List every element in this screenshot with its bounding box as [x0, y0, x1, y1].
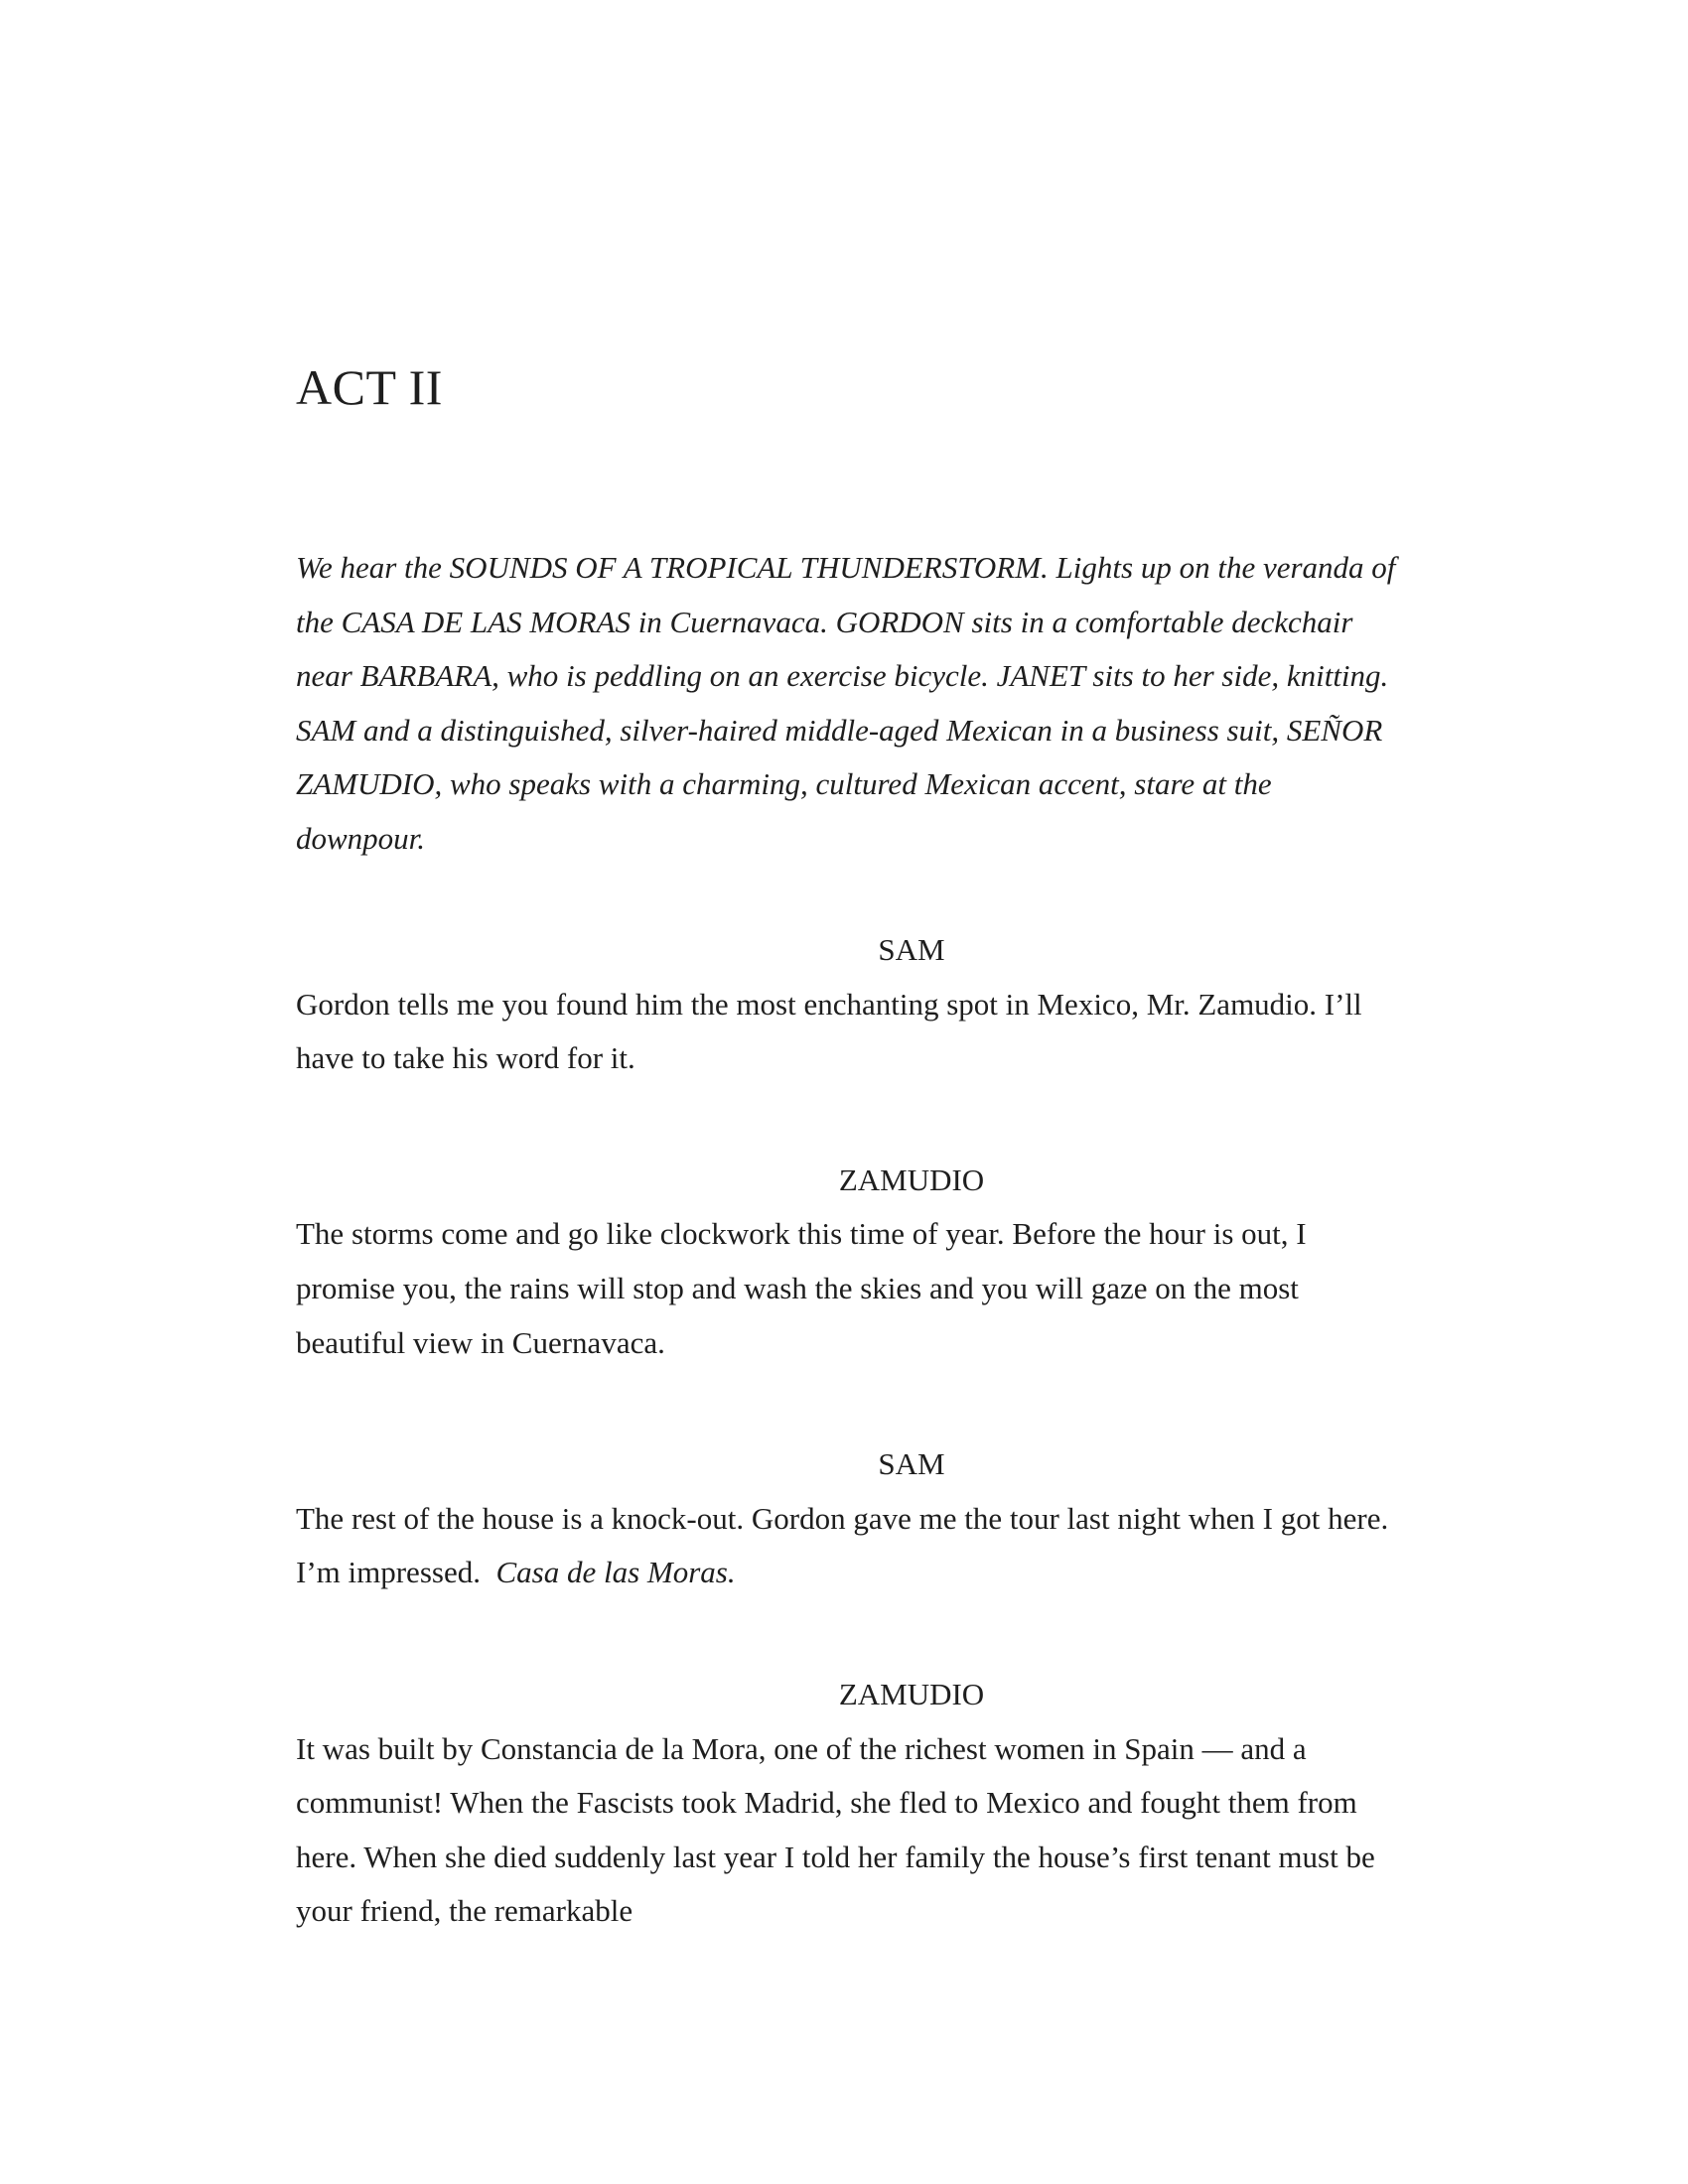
script-body [296, 923, 1408, 2006]
speech-sam-1 [296, 923, 1408, 1086]
dialogue-line: It was built by Constancia de la Mora, one of the richest women in Spain — and a communist! When the Fascists took Madrid, she fled to Mexico and fought them from here. When she died suddenly last year I told her family the house’s first tenant must be your friend, the remarkable [296, 1730, 1375, 1929]
dialogue-line: The rest of the house is a knock-out. Gordon gave me the tour last night when I got here. I’m impressed. [296, 1500, 1389, 1590]
dialogue-text [296, 1207, 1408, 1370]
character-name: SAM [878, 1446, 945, 1482]
dialogue-line: Gordon tells me you found him the most enchanting spot in Mexico, Mr. Zamudio. I’ll have to take his word for it. [296, 986, 1362, 1076]
character-name: ZAMUDIO [838, 1161, 985, 1197]
speech-sam-2 [296, 1437, 1408, 1600]
stage-direction: We hear the SOUNDS OF A TROPICAL THUNDERSTORM. Lights up on the veranda of the CASA DE LAS MORAS in Cuernavaca. GORDON sits in a comfortable deckchair near BARBARA, who is peddling on an exercise bicycle. JANET sits to her side, knitting. SAM and a distinguished, silver-haired middle-aged Mexican in a business suit, SEÑOR ZAMUDIO, who speaks with a charming, cultured Mexican accent, stare at the downpour. [296, 550, 1396, 856]
dialogue-text [296, 1492, 1408, 1600]
dialogue-aside: Casa de las Moras. [495, 1555, 736, 1590]
speech-zamudio-1 [296, 1154, 1408, 1370]
character-name: ZAMUDIO [838, 1676, 985, 1711]
dialogue-text [296, 978, 1408, 1086]
speech-zamudio-2 [296, 1668, 1408, 1939]
act-title: ACT II [296, 359, 443, 415]
dialogue-line: The storms come and go like clockwork this time of year. Before the hour is out, I promise you, the rains will stop and wash the skies and you will gaze on the most beautiful view in Cuernavaca. [296, 1216, 1307, 1360]
dialogue-text [296, 1722, 1408, 1939]
character-name: SAM [878, 932, 945, 967]
